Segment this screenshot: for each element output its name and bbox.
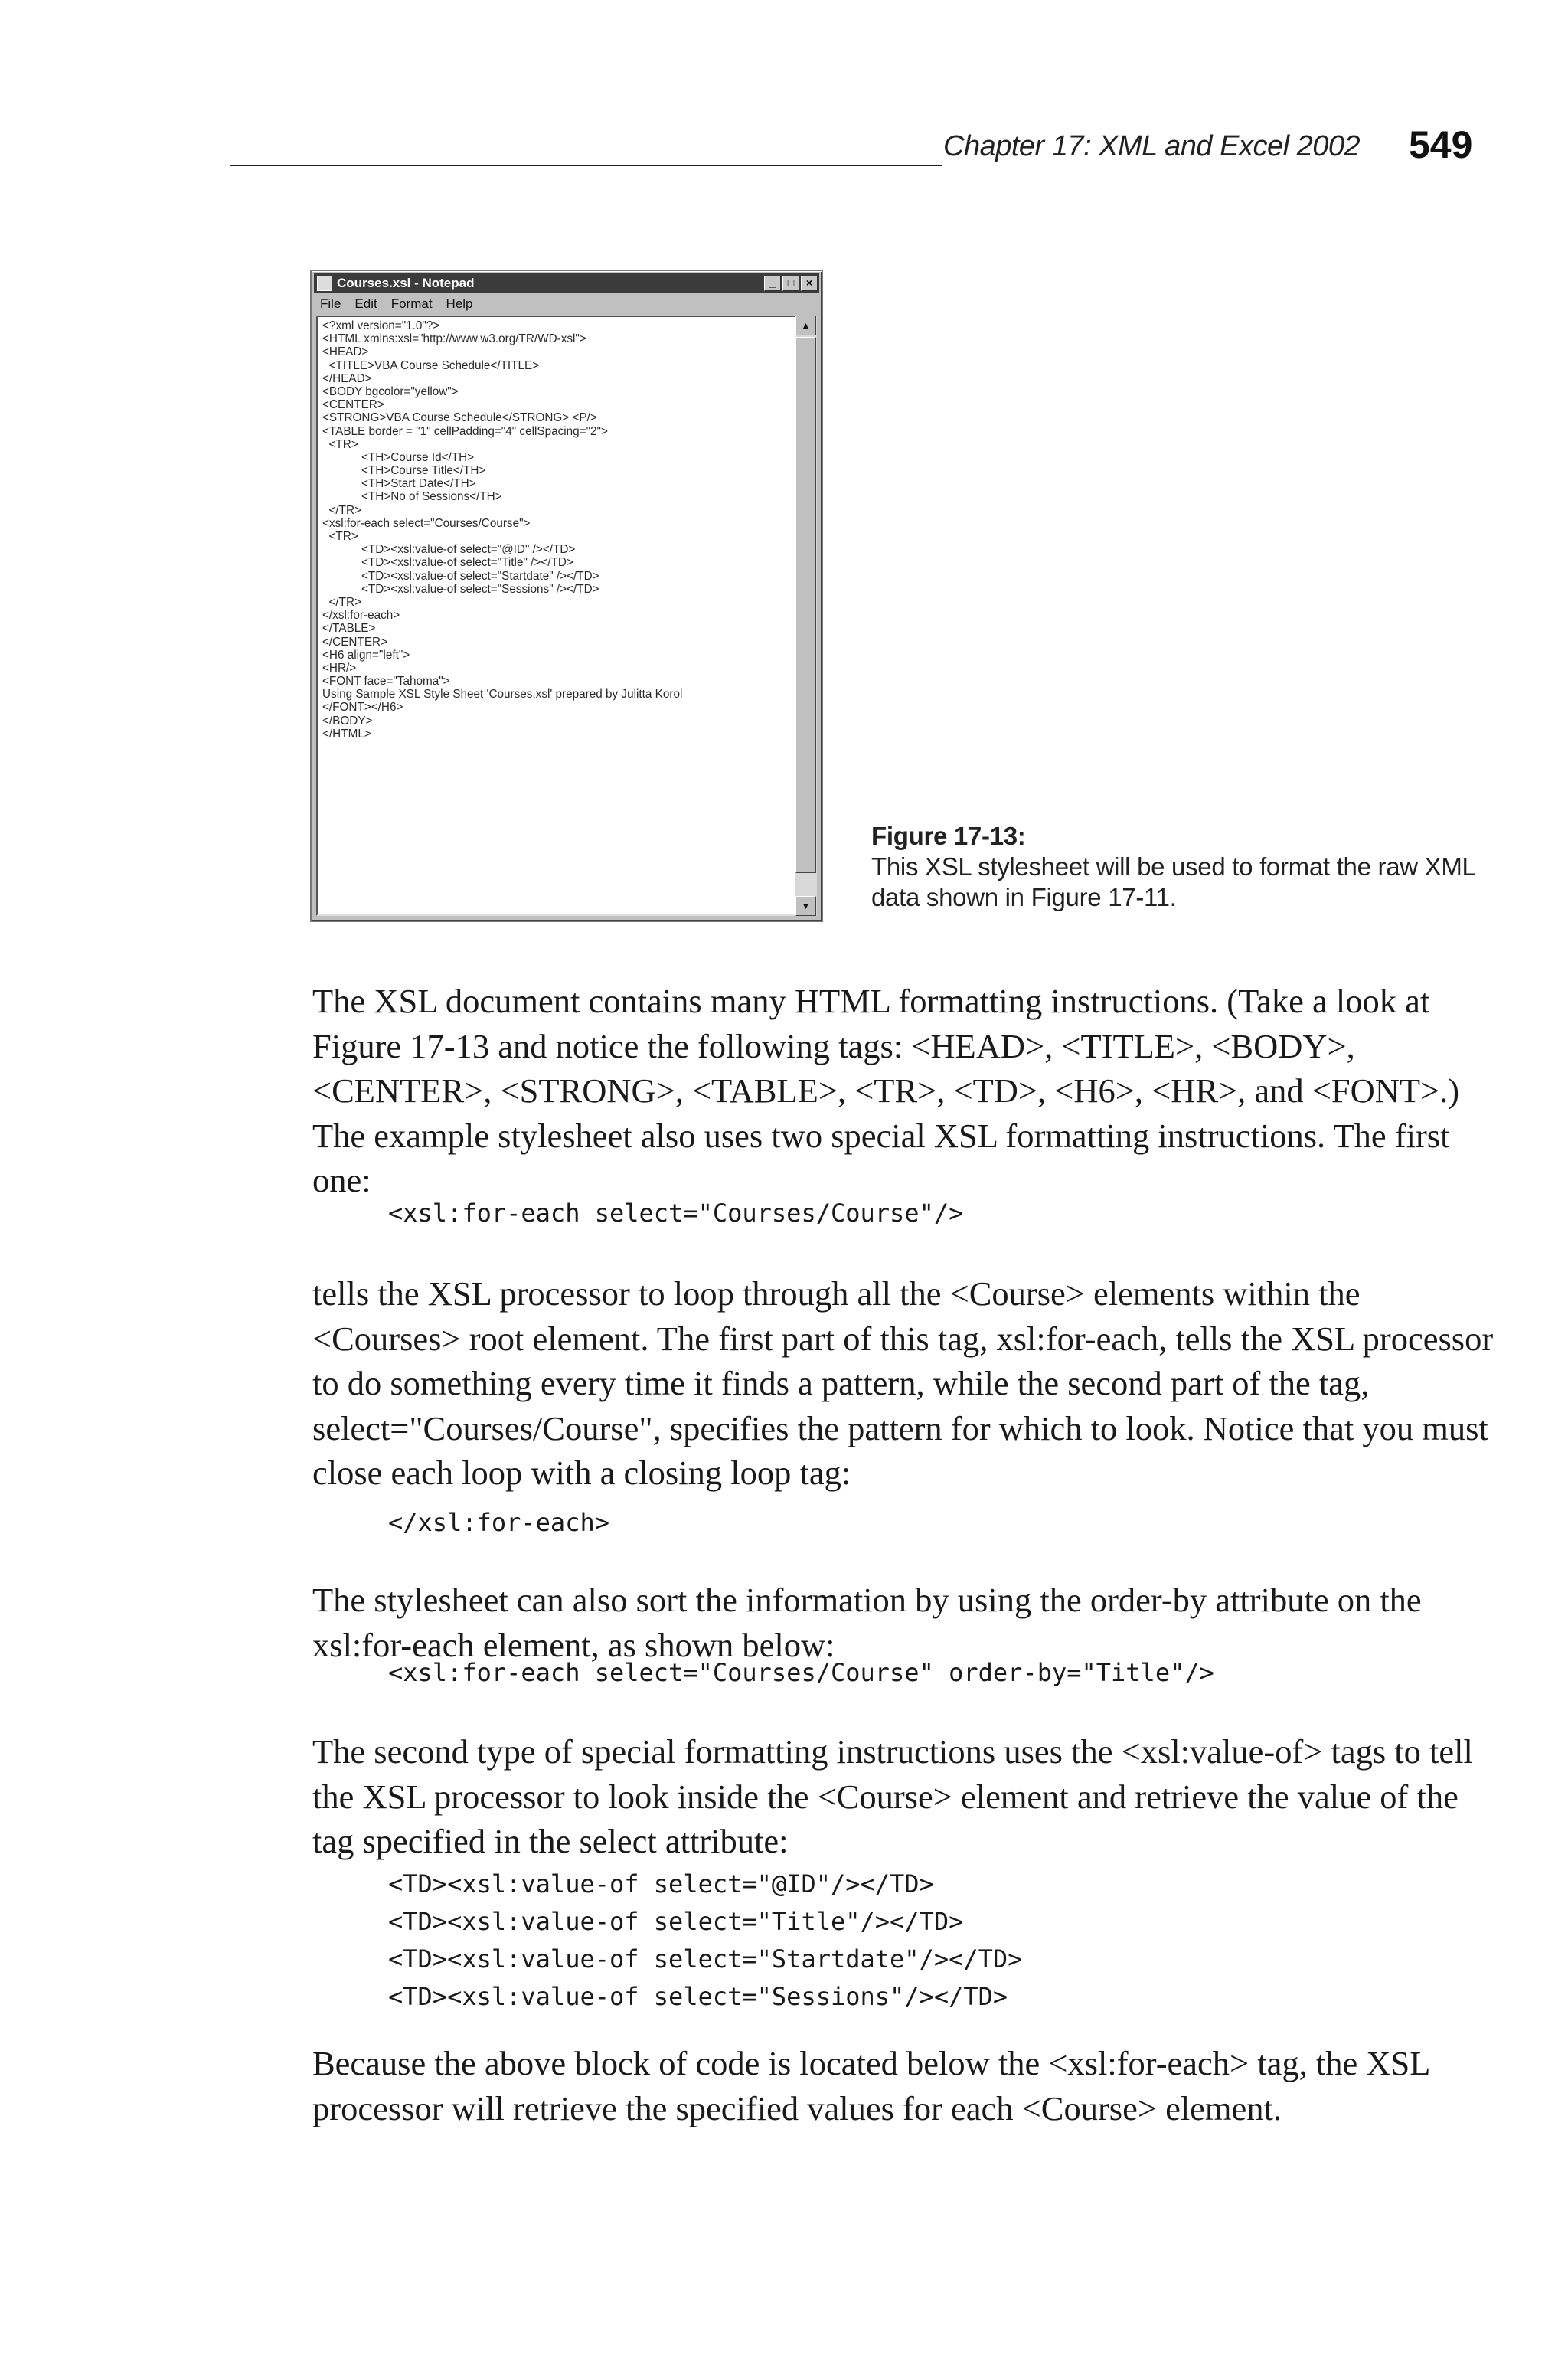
code-line: <xsl:for-each select="Courses/Course" order-by="Title"/> [388,1658,1214,1687]
paragraph-4: The second type of special formatting instructions uses the <xsl:value-of> tags to tell the XSL processor to look inside the <Course> element and retrieve the value of the tag specified in the select attribute: [312,1732,1473,1860]
scroll-thumb[interactable] [795,337,816,873]
minimize-icon[interactable]: _ [764,276,781,291]
code-line: <TD><xsl:value-of select="Title"/></TD> [388,1907,964,1936]
figure-caption [871,821,1507,913]
notepad-menubar [314,295,819,313]
editor-line: <TH>Start Date</TH> [322,477,476,491]
paragraph-5: Because the above block of code is located below the <xsl:for-each> tag, the XSL processor will retrieve the specified values for each <Course> element. [312,2044,1429,2127]
notepad-window [310,270,823,922]
editor-line: <xsl:for-each select="Courses/Course"> [322,516,531,530]
menu-help[interactable]: Help [446,296,473,311]
code-line: <xsl:for-each select="Courses/Course"/> [388,1199,964,1228]
editor-line: </HTML> [322,727,371,741]
scroll-up-icon[interactable]: ▲ [795,316,816,335]
paragraph-2: tells the XSL processor to loop through all the <Course> elements within the <Courses> root element. The first part of this tag, xsl:for-each, tells the XSL processor to do something every time it finds a pattern, while the second part of the tag, select="Courses/Course", specifies the pattern for which to look. Notice that you must close each loop with a closing loop tag: [312,1274,1494,1492]
editor-line: </xsl:for-each> [322,609,400,623]
notepad-editor[interactable] [316,316,795,916]
editor-line: </TR> [322,595,362,609]
editor-line: </CENTER> [322,635,388,649]
paragraph-3: The stylesheet can also sort the information by using the order-by attribute on the xsl:for-each element, as shown below: [312,1581,1422,1664]
editor-line: <H6 align="left"> [322,648,410,662]
editor-line: <TD><xsl:value-of select="@ID" /></TD> [322,543,576,557]
code-line: </xsl:for-each> [388,1508,609,1537]
menu-file[interactable]: File [320,296,341,311]
notepad-titlebar[interactable] [314,273,819,293]
page-number: 549 [1409,123,1473,166]
editor-line: </BODY> [322,714,373,728]
code-line: <TD><xsl:value-of select="Startdate"/></TD> [388,1944,1023,1974]
maximize-icon[interactable]: □ [782,276,799,291]
editor-line: <FONT face="Tahoma"> [322,675,450,688]
editor-line: </TABLE> [322,622,376,636]
close-icon[interactable]: × [801,276,818,291]
editor-line: <TR> [322,437,358,451]
editor-line: <STRONG>VBA Course Schedule</STRONG> <P/> [322,411,597,425]
editor-line: <?xml version="1.0"?> [322,319,440,332]
vertical-scrollbar[interactable] [795,316,817,916]
editor-line: </TR> [322,503,362,517]
editor-line: <HEAD> [322,345,369,359]
editor-line: <TD><xsl:value-of select="Sessions" /></TD> [322,582,599,596]
chapter-title: Chapter 17: XML and Excel 2002 [943,130,1361,162]
menu-format[interactable]: Format [390,296,433,311]
editor-line: <TABLE border = "1" cellPadding="4" cellSpacing="2"> [322,424,608,438]
notepad-icon [317,276,332,291]
editor-line: <TH>Course Title</TH> [322,464,486,478]
figure-label: Figure 17-13: [871,822,1026,850]
code-line: <TD><xsl:value-of select="@ID"/></TD> [388,1869,934,1899]
editor-line: <CENTER> [322,398,384,412]
paragraph-1: The XSL document contains many HTML formatting instructions. (Take a look at Figure 17-13 and notice the following tags: <HEAD>, <TITLE>, <BODY>, <CENTER>, <STRONG>, <TABLE>, <TR>, <TD>, <H6>, <HR>, and <FONT>.) The example stylesheet also uses two special XSL formatting instructions. The first one: [312,982,1460,1199]
editor-line: Using Sample XSL Style Sheet 'Courses.xsl' prepared by Julitta Korol [322,688,683,702]
editor-line: </HEAD> [322,371,372,385]
figure-caption-text: This XSL stylesheet will be used to format the raw XML data shown in Figure 17-11. [871,852,1475,911]
editor-line: <TR> [322,530,358,543]
scroll-down-icon[interactable]: ▼ [795,896,816,916]
editor-line: <BODY bgcolor="yellow"> [322,384,459,398]
editor-line: <TITLE>VBA Course Schedule</TITLE> [322,358,540,372]
code-line: <TD><xsl:value-of select="Sessions"/></TD> [388,1982,1008,2011]
notepad-title: Courses.xsl - Notepad [337,276,475,290]
menu-edit[interactable]: Edit [354,296,377,311]
editor-line: <HR/> [322,661,357,675]
editor-line: </FONT></H6> [322,701,403,715]
editor-line: <TD><xsl:value-of select="Title" /></TD> [322,556,573,570]
editor-line: <TH>No of Sessions</TH> [322,490,502,504]
editor-line: <TD><xsl:value-of select="Startdate" /></TD> [322,569,599,583]
editor-line: <TH>Course Id</TH> [322,450,475,464]
header-rule [230,165,942,166]
editor-line: <HTML xmlns:xsl="http://www.w3.org/TR/WD-xsl"> [322,332,586,346]
